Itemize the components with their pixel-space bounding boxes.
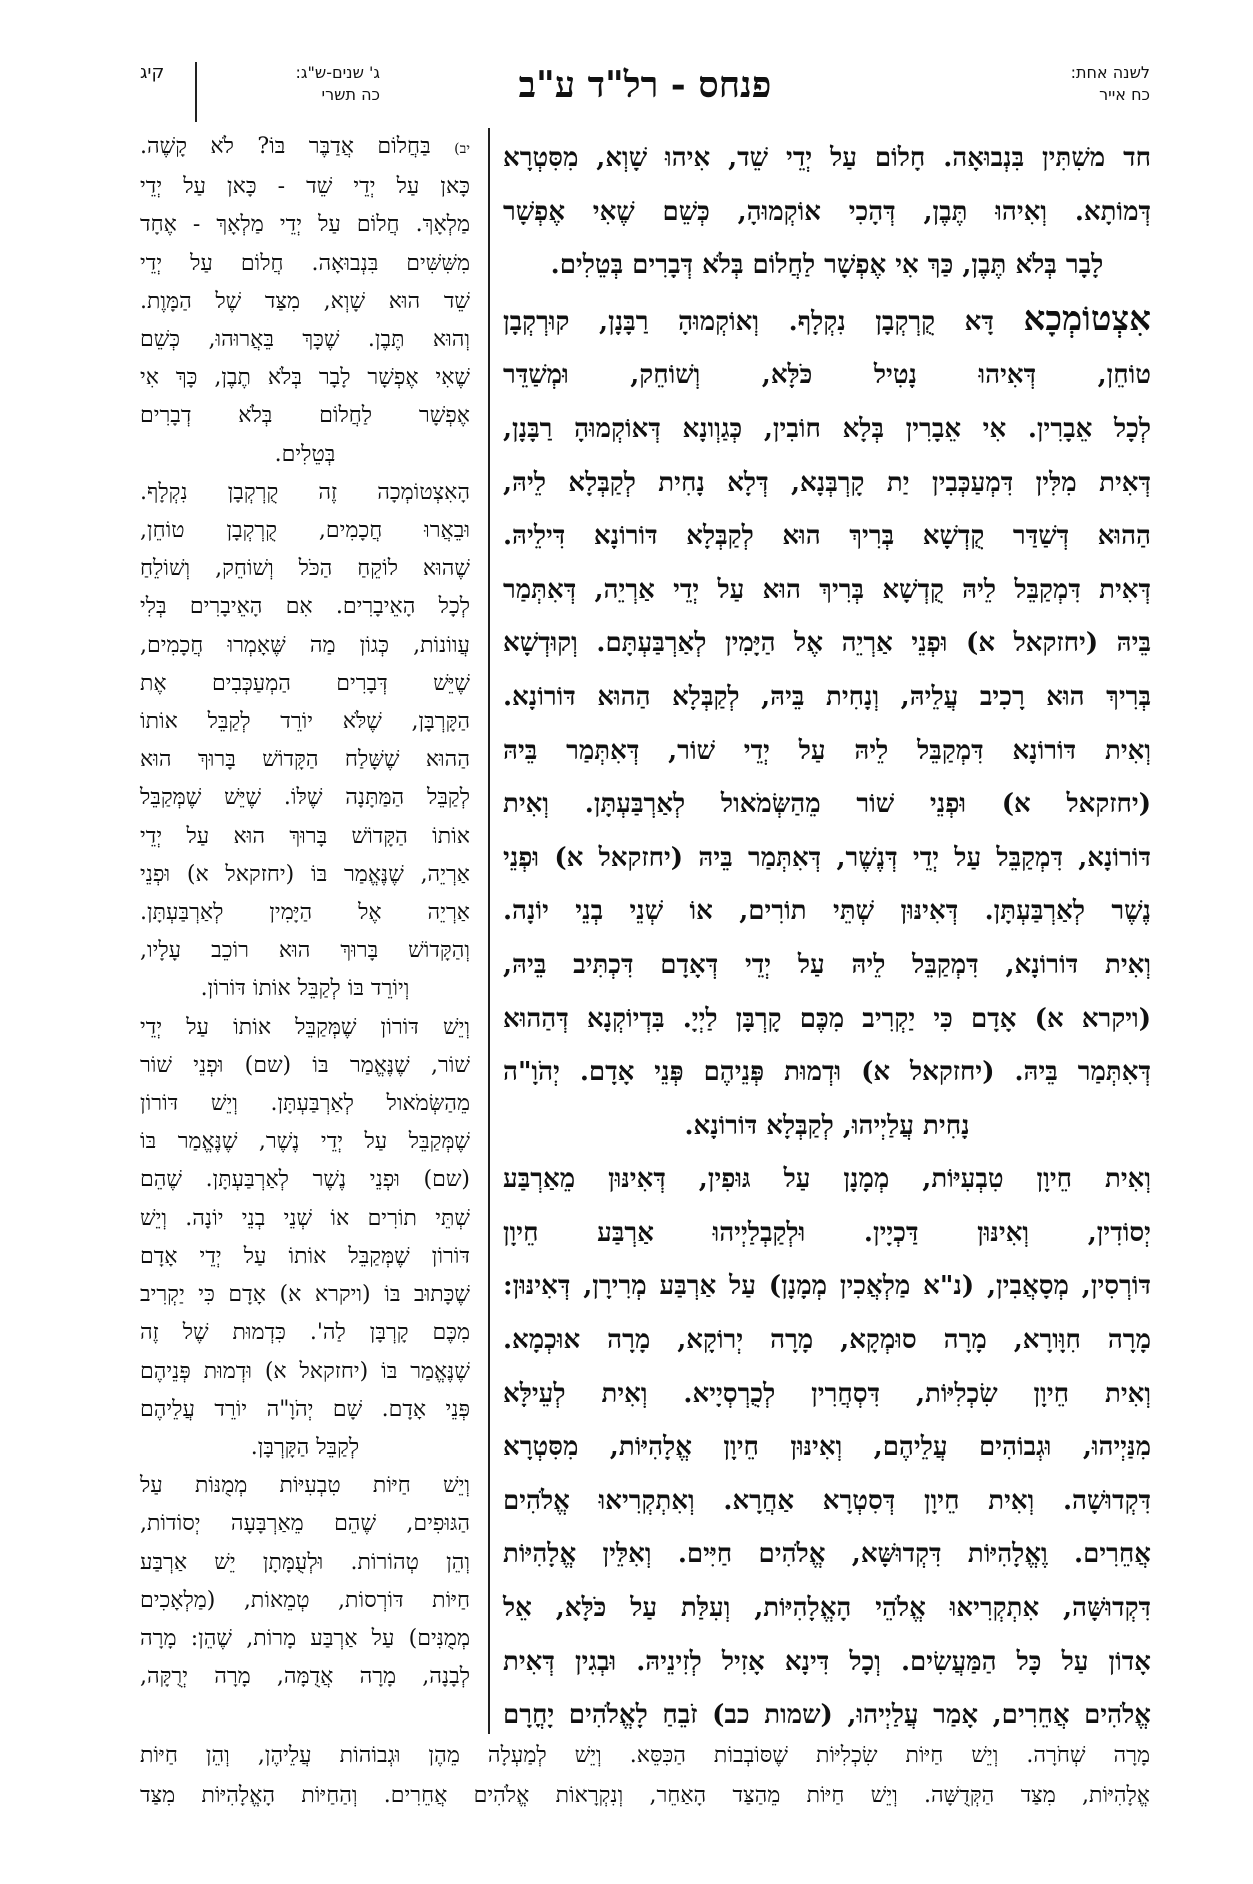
commentary-line: אַרְיֵה אֶל הַיָּמִין לְאַרְבַּעְתָּן.	[140, 900, 470, 926]
commentary-line: הַגּוּפִים, שֶׁהֵם מֵאַרְבָּעָה יְסוֹדוֹת,	[140, 1511, 470, 1537]
main-line: (יחזקאל א) וּפְנֵי שׁוֹר מֵהַשְּׂמֹאול לְאַרְבַּעְתָּן. וְאִית	[503, 789, 1151, 820]
commentary-line: חַיּוֹת דּוֹרְסוֹת, טְמֵאוֹת, (מַלְאָכִים	[140, 1587, 470, 1613]
paragraph-opening-word: אִצְטוֹמְכָא	[1023, 298, 1151, 339]
main-line: לָבָר בְּלֹא תֶּבֶן, כַּךְ אִי אֶפְשָׁר לַחֲלוֹם בְּלֹא דְּבָרִים בְּטֵלִים.	[550, 250, 1104, 281]
commentary-line: אַרְיֵה, שֶׁנֶּאֱמַר בּוֹ (יחזקאל א) וּפְנֵי	[140, 861, 470, 887]
schedule-one-year-date: כח אייר	[1099, 85, 1150, 104]
commentary-line: שֶׁהוּא לוֹקֵחַ הַכֹּל וְשׁוֹחֵק, וְשׁוֹלֵחַ	[140, 556, 470, 582]
commentary-line: מְמֻנִּים) עַל אַרְבַּע מָרוֹת, שֶׁהֵן: מָרָה	[140, 1625, 470, 1651]
commentary-column	[140, 128, 470, 1734]
page-title: פנחס - רל"ד ע"ב	[518, 64, 772, 106]
commentary-line: שׁוֹר, שֶׁנֶּאֱמַר בּוֹ (שם) וּפְנֵי שׁוֹר	[140, 1052, 470, 1078]
commentary-line: שְׁתֵּי תוֹרִים אוֹ שְׁנֵי בְנֵי יוֹנָה. וְיֵשׁ	[140, 1205, 470, 1231]
main-line: אָדוֹן עַל כָּל הַמַּעֲשִׂים. וְכָל דִּינָא אָזִיל לְזִינֵיהּ. וּבְגִין דְּאִית	[503, 1646, 1151, 1677]
page-header	[140, 62, 1150, 122]
commentary-line: שֶׁאִי אֶפְשָׁר לָבָר בְּלֹא תֶבֶן, כָּךְ אִי	[140, 365, 470, 391]
main-line: נֶשֶׁר לְאַרְבַּעְתָּן. דְּאִינּוּן שְׁתֵּי תוֹרִים, אוֹ שְׁנֵי בְנֵי יוֹנָה.	[503, 896, 1151, 927]
header-divider-left	[195, 62, 197, 122]
commentary-line: וְיֵשׁ חַיּוֹת טִבְעִיּוֹת מְמֻנּוֹת עַל	[140, 1473, 470, 1499]
main-text-column	[503, 132, 1151, 1732]
main-line: (ויקרא א) אָדָם כִּי יַקְרִיב מִכֶּם קָרְבָּן לַיְיָ. בִּדְיוֹקְנָא דְּהַהוּא	[503, 1003, 1151, 1034]
commentary-continuation	[140, 1736, 1150, 1816]
main-line: אֲחֵרִים. וֶאֱלָהִיּוֹת דִּקְדוּשָּׁא, אֱלֹהִים חַיִּים. וְאִלֵּין אֱלָהִיּוֹת	[503, 1539, 1151, 1570]
main-line: בְּרִיךְ הוּא רָכִיב עֲלֵיהּ, וְנָחִית בֵּיהּ, לְקַבְּלָא הַהוּא דּוֹרוֹנָא.	[503, 681, 1151, 712]
main-line: הַהוּא דְּשַׁדַּר קֻדְשָׁא בְּרִיךְ הוּא לְקַבְּלָא דּוֹרוֹנָא דִּילֵיהּ.	[503, 521, 1151, 552]
main-line: מָרָה חִוָּורָא, מָרָה סוּמְקָא, מָרָה יְרוֹקָא, מָרָה אוּכְמָא.	[503, 1325, 1151, 1356]
main-line: דְּאִית מִלִּין דִּמְעַכְּבִין יַת קָרְבְּנָא, דְּלָא נָחִית לְקַבְּלָא לֵיהּ,	[503, 467, 1151, 498]
main-line: יְסוֹדִין, וְאִינּוּן דַּכְיָין. וּלְקַבְלַיְיהוּ אַרְבַּע חֵיוָן	[503, 1217, 1151, 1248]
commentary-line: שֶׁמְּקַבֵּל עַל יְדֵי נֶשֶׁר, שֶׁנֶּאֱמַר בּוֹ	[140, 1129, 470, 1155]
schedule-three-years-date: כה תשרי	[321, 85, 380, 104]
commentary-line: מִשִּׁשִּׁים בִּנְבוּאָה. חֲלוֹם עַל יְדֵי	[140, 250, 470, 276]
commentary-line: וְהַקָּדוֹשׁ בָּרוּךְ הוּא רוֹכֵב עָלָיו,	[140, 938, 470, 964]
main-line: לְכָל אֵבָרִין. אִי אֵבָרִין בְּלָא חוֹבִין, כְּגַוְונָא דְּאוֹקְמוּהָ רַבָּנָן,	[503, 413, 1151, 444]
main-line: וְאִית דּוֹרוֹנָא דִּמְקַבֵּל לֵיהּ עַל יְדֵי שׁוֹר, דְּאִתְּמַר בֵּיהּ	[503, 735, 1151, 766]
schedule-one-year-label: לשנה אחת:	[1070, 63, 1150, 82]
commentary-line: עֲווֹנוֹת, כְּגוֹן מַה שֶּׁאָמְרוּ חֲכָמִים,	[140, 632, 470, 658]
commentary-line: דּוֹרוֹן שֶׁמְּקַבֵּל אוֹתוֹ עַל יְדֵי אָדָם	[140, 1243, 470, 1269]
commentary-line: אֶפְשָׁר לַחֲלוֹם בְּלֹא דְבָרִים	[140, 403, 470, 429]
commentary-line: כָּאן עַל יְדֵי שֵׁד - כָּאן עַל יְדֵי	[140, 174, 470, 200]
commentary-line: וּבֵאֲרוּ חֲכָמִים, קֻרְקְבָן טוֹחֵן,	[140, 518, 470, 544]
main-line: וְאִית חֵיוָן טִבְעִיּוֹת, מְמָנָן עַל גּוּפִין, דְּאִינּוּן מֵאַרְבַּע	[503, 1164, 1151, 1195]
commentary-line: וְיֵשׁ דּוֹרוֹן שֶׁמְּקַבֵּל אוֹתוֹ עַל יְדֵי	[140, 1014, 470, 1040]
main-line: בֵּיהּ (יחזקאל א) וּפְנֵי אַרְיֵה אֶל הַיָּמִין לְאַרְבַּעְתָּם. וְקוּדְשָׁא	[503, 628, 1151, 659]
commentary-line: לְקַבֵּל הַמַּתָּנָה שֶׁלּוֹ. שֶׁיֵּשׁ שֶׁמְּקַבֵּל	[140, 785, 470, 811]
main-line: אֱלֹהִים אֲחֵרִים, אָמַר עֲלַיְיהוּ, (שמות כב) זֹבֵחַ לָאֱלֹהִים יָחֳרָם	[503, 1700, 1151, 1731]
commentary-line: אוֹתוֹ הַקָּדוֹשׁ בָּרוּךְ הוּא עַל יְדֵי	[140, 823, 470, 849]
commentary-line: וְהֵן טְהוֹרוֹת. וּלְעֻמָּתָן יֵשׁ אַרְבַּע	[140, 1549, 470, 1575]
commentary-line: מַלְאָךְ. חֲלוֹם עַל יְדֵי מַלְאָךְ - אֶחָד	[140, 212, 470, 238]
main-line: דִּקְדוּשָּׁה, אִתְקְרִיאוּ אֱלֹהֵי הָאֱלָהִיּוֹת, וְעִלַּת עַל כֹּלָּא, אֵל	[503, 1593, 1151, 1624]
main-line: דְּאִית דִּמְקַבֵּל לֵיהּ קֻדְשָׁא בְּרִיךְ הוּא עַל יְדֵי אַרְיֵה, דְּאִתְּמַר	[503, 574, 1151, 605]
main-line: נָחִית עֲלַיְיהוּ, לְקַבְּלָא דּוֹרוֹנָא.	[684, 1110, 970, 1141]
continuation-line: אֱלָהִיּוֹת, מִצַּד הַקְּדֻשָּׁה. וְיֵשׁ חַיּוֹת מֵהַצַּד הָאַחֵר, וְנִקְרָאוֹת אֱלֹהִים אֲחֵרִים. וְהַחַיּוֹת הָאֱלָהִיּוֹת מִצַּד	[140, 1783, 1150, 1808]
main-line: וְאִית דּוֹרוֹנָא, דִּמְקַבֵּל לֵיהּ עַל יְדֵי דְּאָדָם דִּכְתִּיב בֵּיהּ,	[503, 949, 1151, 980]
commentary-line: הָאִצְטוֹמְכָה זֶה קֻרְקְבָן נִקְלָף.	[140, 479, 470, 505]
commentary-line: (שם) וּפְנֵי נֶשֶׁר לְאַרְבַּעְתָּן. שֶׁהֵם	[140, 1167, 470, 1193]
commentary-line: מֵהַשְּׂמֹאול לְאַרְבַּעְתָּן. וְיֵשׁ דּוֹרוֹן	[140, 1091, 470, 1117]
commentary-line: וְהוּא תֶּבֶן. שֶׁכָּךְ בֵּאֲרוּהוּ, כְּשֵׁם	[140, 327, 470, 353]
main-line: דְּמוֹתָא. וְאִיהוּ תֶּבֶן, דְּהָכִי אוֹקְמוּהָ, כְּשֵׁם שֶׁאִי אֶפְשָׁר	[503, 196, 1151, 227]
commentary-line: הַהוּא שֶׁשָּׁלַח הַקָּדוֹשׁ בָּרוּךְ הוּא	[140, 747, 470, 773]
main-line: דִּקְדוּשָׁה. וְאִית חֵיוָן דְּסִטְרָא אַחֲרָא. וְאִתְקְרִיאוּ אֱלֹהִים	[503, 1485, 1151, 1516]
commentary-line: שֶׁכָּתוּב בּוֹ (ויקרא א) אָדָם כִּי יַקְרִיב	[140, 1282, 470, 1308]
commentary-line: לְבָנָה, מָרָה אֲדֻמָּה, מָרָה יְרֻקָּה,	[140, 1664, 470, 1690]
main-line: דּוֹרוֹנָא, דִּמְקַבֵּל עַל יְדֵי דְּנֶשֶׁר, דְּאִתְּמַר בֵּיהּ (יחזקאל א) וּפְנֵי	[503, 842, 1152, 873]
page-number: קיג	[140, 62, 165, 83]
commentary-line: יב) בַּחֲלוֹם אֲדַבֶּר בּוֹ? לֹא קָשֶׁה.	[140, 134, 471, 159]
main-line: מִנַּיְיהוּ, וּגְבוֹהִים עֲלֵיהֶם, וְאִינּוּן חֵיוָן אֱלָהִיּוֹת, מִסִּטְרָא	[503, 1432, 1151, 1463]
commentary-line: לְכָל הָאֵיבָרִים. אִם הָאֵיבָרִים בְּלִי	[140, 594, 470, 620]
commentary-line: שֶׁנֶּאֱמַר בּוֹ (יחזקאל א) וּדְמוּת פְּנֵיהֶם	[140, 1358, 470, 1384]
commentary-line: שֶׁיֵּשׁ דְּבָרִים הַמְעַכְּבִים אֶת	[140, 670, 470, 696]
schedule-three-years-label: ג' שנים-ש"ג:	[295, 63, 380, 82]
commentary-line: פְּנֵי אָדָם. שָׁם יְהֹוָ"ה יוֹרֵד עֲלֵיהֶם	[140, 1396, 470, 1422]
commentary-line: מִכֶּם קָרְבָּן לַה'. כִּדְמוּת שֶׁל זֶה	[140, 1320, 470, 1346]
main-line: וְאִית חֵיוָן שִׂכְלִיּוֹת, דִּסְחֲרִין לְכֻרְסְיָיא. וְאִית לְעֵילָּא	[503, 1378, 1151, 1409]
commentary-line: בְּטֵלִים.	[274, 441, 336, 467]
commentary-line: לְקַבֵּל הַקָּרְבָּן.	[250, 1434, 360, 1460]
main-line: דְּאִתְּמַר בֵּיהּ. (יחזקאל א) וּדְמוּת פְּנֵיהֶם פְּנֵי אָדָם. יְהֹוָ"ה	[503, 1057, 1151, 1088]
main-line: דּוֹרְסִין, מְסָאֲבִין, (נ"א מַלְאֲכִין מְמָנָן) עַל אַרְבַּע מְרִירָן, דְּאִינּוּן:	[503, 1271, 1151, 1302]
commentary-line: וְיוֹרֵד בּוֹ לְקַבֵּל אוֹתוֹ דּוֹרוֹן.	[200, 976, 410, 1002]
column-divider	[488, 128, 490, 1734]
commentary-line: הַקָּרְבָּן, שֶׁלֹּא יוֹרֵד לְקַבֵּל אוֹתוֹ	[140, 709, 470, 735]
main-line: טוֹחֵן, דְּאִיהוּ נָטִיל כֹּלָּא, וְשׁוֹחֵק, וּמְשַׁדֵּר	[503, 360, 1151, 391]
continuation-line: מָרָה שְׁחֹרָה. וְיֵשׁ חַיּוֹת שִׂכְלִיּוֹת שֶׁסּוֹבְבוֹת הַכִּסֵּא. וְיֵשׁ לְמַעְלָה מֵהֶן וּגְבוֹהוֹת עֲלֵיהֶן, וְהֵן חַיּוֹת	[140, 1743, 1150, 1768]
main-line: אִצְטוֹמְכָא דָּא קֻרְקְבָן נִקְלָף. וְאוֹקְמוּהָ רַבָּנָן, קוּרְקְבָן	[503, 298, 1151, 339]
main-line: חד משִׁתִּין בִּנְבוּאָה. חָלוֹם עַל יְדֵי שֵׁד, אִיהוּ שָׁוְא, מִסִּטְרָא	[503, 143, 1151, 173]
verse-number: יב)	[454, 141, 471, 157]
commentary-line: שֵׁד הוּא שָׁוְא, מִצַּד שֶׁל הַמָּוֶת.	[140, 288, 470, 314]
